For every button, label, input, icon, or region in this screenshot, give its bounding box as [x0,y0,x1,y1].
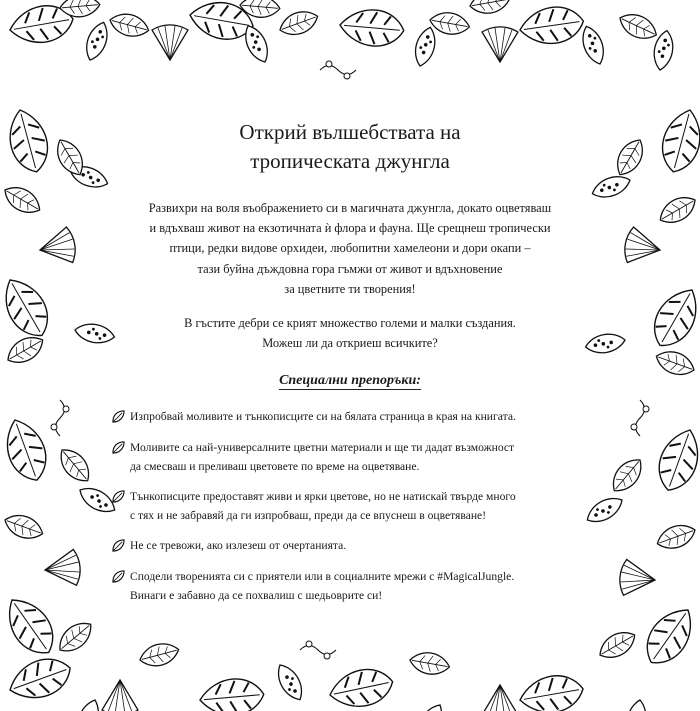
tip-item [108,487,592,525]
tips-heading [108,373,592,389]
tip-text: Моливите са най-универсалните цветни материали и ще ти дадат възможност [130,440,515,454]
leaf-bullet-icon [112,490,125,503]
tip-text: Изпробвай моливите и тънкописците си на бялата страница в края на книгата. [130,410,516,424]
tip-text: Не се тревожи, ако излезеш от очертанията. [130,539,347,553]
page-title [108,118,592,176]
leaf-bullet-icon [112,570,125,583]
tip-text: Сподели творенията си с приятели или в социалните мрежи с #MagicalJungle. [130,569,515,583]
secondary-line: В гъстите дебри се крият множество големи и малки създания. [184,316,516,331]
intro-line: тази буйна дъждовна гора гъмжи от живот и вдъхновение [197,261,503,276]
tip-item [108,567,592,605]
intro-line: Развихри на воля въображението си в магичната джунгла, докато оцветяваш [148,201,552,215]
tips-list [108,407,592,605]
secondary-paragraph [108,313,592,353]
tip-text: с тях и не забравяй да ги изпробваш, преди да се впуснеш в оцветяване! [130,509,487,523]
intro-paragraph [108,198,592,299]
tip-item [108,438,592,476]
intro-line: за цветните ти творения! [284,281,416,296]
tip-item [108,536,592,555]
leaf-bullet-icon [112,441,125,454]
tip-text: да смесваш и преливаш цветовете по време на оцветяване. [130,459,420,473]
leaf-bullet-icon [112,539,125,552]
tip-text: Тънкописците предоставят живи и ярки цветове, но не натискай твърде много [130,490,516,504]
tip-text: Винаги е забавно да се похвалиш с шедьоврите си! [130,588,383,602]
leaf-bullet-icon [112,410,125,423]
intro-line: и вдъхваш живот на екзотичната ѝ флора и фауна. Ще срещнеш тропически [149,221,551,236]
secondary-line: Можеш ли да откриеш всичките? [262,336,438,351]
intro-line: птици, редки видове орхидеи, любопитни хамелеони и дори окапи – [169,241,531,256]
title-line-1: Открий вълшебствата на [239,120,461,144]
tips-heading-text: Специални препоръки: [279,373,421,389]
title-line-2: тропическата джунгла [250,149,450,173]
tip-item [108,407,592,426]
page-content [108,112,592,616]
